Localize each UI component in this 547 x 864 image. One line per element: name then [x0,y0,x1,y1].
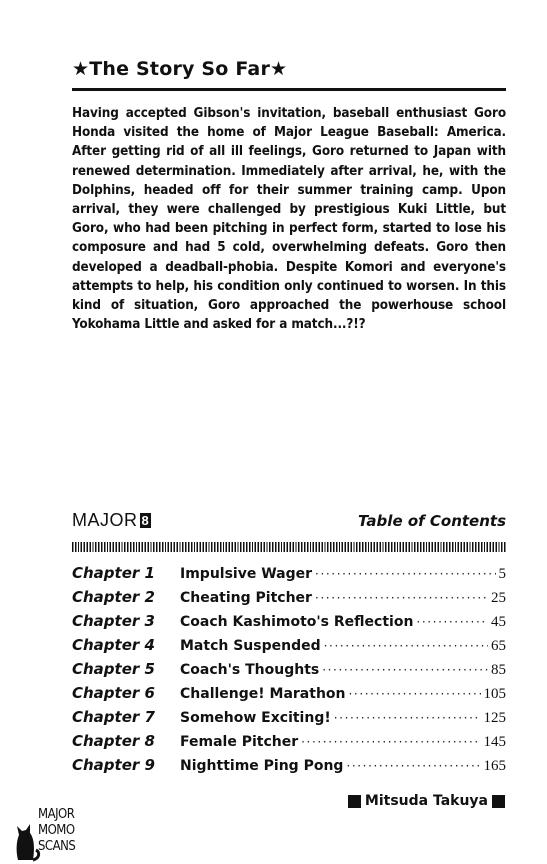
chapter-title: Female Pitcher [180,734,299,750]
chapter-title: Challenge! Marathon [180,686,346,702]
page-number: 125 [483,710,506,726]
square-bullet-icon [348,795,361,808]
toc-row[interactable] [72,732,506,756]
page-number: 45 [491,614,506,630]
leader-dots [301,735,480,749]
toc-row[interactable] [72,708,506,732]
chapter-title: Impulsive Wager [180,566,313,582]
barcode-divider [72,542,506,552]
toc-row[interactable] [72,564,506,588]
page-number: 65 [491,638,506,654]
leader-dots [324,639,488,653]
leader-dots [349,687,481,701]
leader-dots [322,663,488,677]
series-label [72,510,151,531]
logo-line: MOMO [38,823,75,838]
leader-dots [346,759,480,773]
logo-line: SCANS [38,839,76,854]
chapter-title: Match Suspended [180,638,321,654]
chapter-title: Coach's Thoughts [180,662,320,678]
leader-dots [416,615,488,629]
chapter-number: Chapter 2 [72,588,155,606]
toc-row[interactable] [72,660,506,684]
toc-heading: Table of Contents [357,512,506,530]
chapter-number: Chapter 7 [72,708,155,726]
chapter-number: Chapter 5 [72,660,155,678]
series-name: MAJOR [72,510,138,530]
story-summary: Having accepted Gibson's invitation, baseball enthusiast Goro Honda visited the home of Major League Baseball: America. After getting rid of all ill feelings, Goro returned to Japan with renewed determination. Immediately after arrival, he, with the Dolphins, headed off for their summer training camp. Upon arrival, they were challenged by prestigious Kuki Little, but Goro, who had been pitching in perfect form, started to lose his composure and had 5 cold, overwhelming defeats. Goro then developed a deadball-phobia. Despite Komori and everyone's attempts to help, his condition only continued to worsen. In this kind of situation, Goro approached the powerhouse school Yokohama Little and asked for a match...?!? [72,106,506,333]
page-number: 25 [491,590,506,606]
leader-dots [315,591,488,605]
chapter-number: Chapter 4 [72,636,155,654]
table-of-contents [72,564,506,780]
toc-row[interactable] [72,612,506,636]
chapter-number: Chapter 9 [72,756,155,774]
author-name: Mitsuda Takuya [364,793,488,809]
page-number: 145 [483,734,506,750]
author-credit [348,793,505,809]
toc-row[interactable] [72,588,506,612]
chapter-number: Chapter 8 [72,732,155,750]
story-title: ★The Story So Far★ [72,58,288,80]
chapter-title: Nighttime Ping Pong [180,758,344,774]
square-bullet-icon [492,795,505,808]
toc-row[interactable] [72,756,506,780]
page-number: 165 [483,758,506,774]
title-rule [72,88,506,91]
volume-badge: 8 [141,513,150,528]
page-number: 85 [491,662,506,678]
chapter-title: Cheating Pitcher [180,590,312,606]
toc-row[interactable] [72,684,506,708]
logo-line: MAJOR [38,807,75,822]
scanlation-logo [38,807,75,855]
chapter-number: Chapter 6 [72,684,155,702]
chapter-title: Coach Kashimoto's Reflection [180,614,414,630]
chapter-number: Chapter 1 [72,564,155,582]
toc-row[interactable] [72,636,506,660]
chapter-number: Chapter 3 [72,612,155,630]
chapter-title: Somehow Exciting! [180,710,331,726]
leader-dots [315,567,495,581]
page-number: 105 [483,686,506,702]
leader-dots [334,711,481,725]
page-number: 5 [498,566,506,582]
